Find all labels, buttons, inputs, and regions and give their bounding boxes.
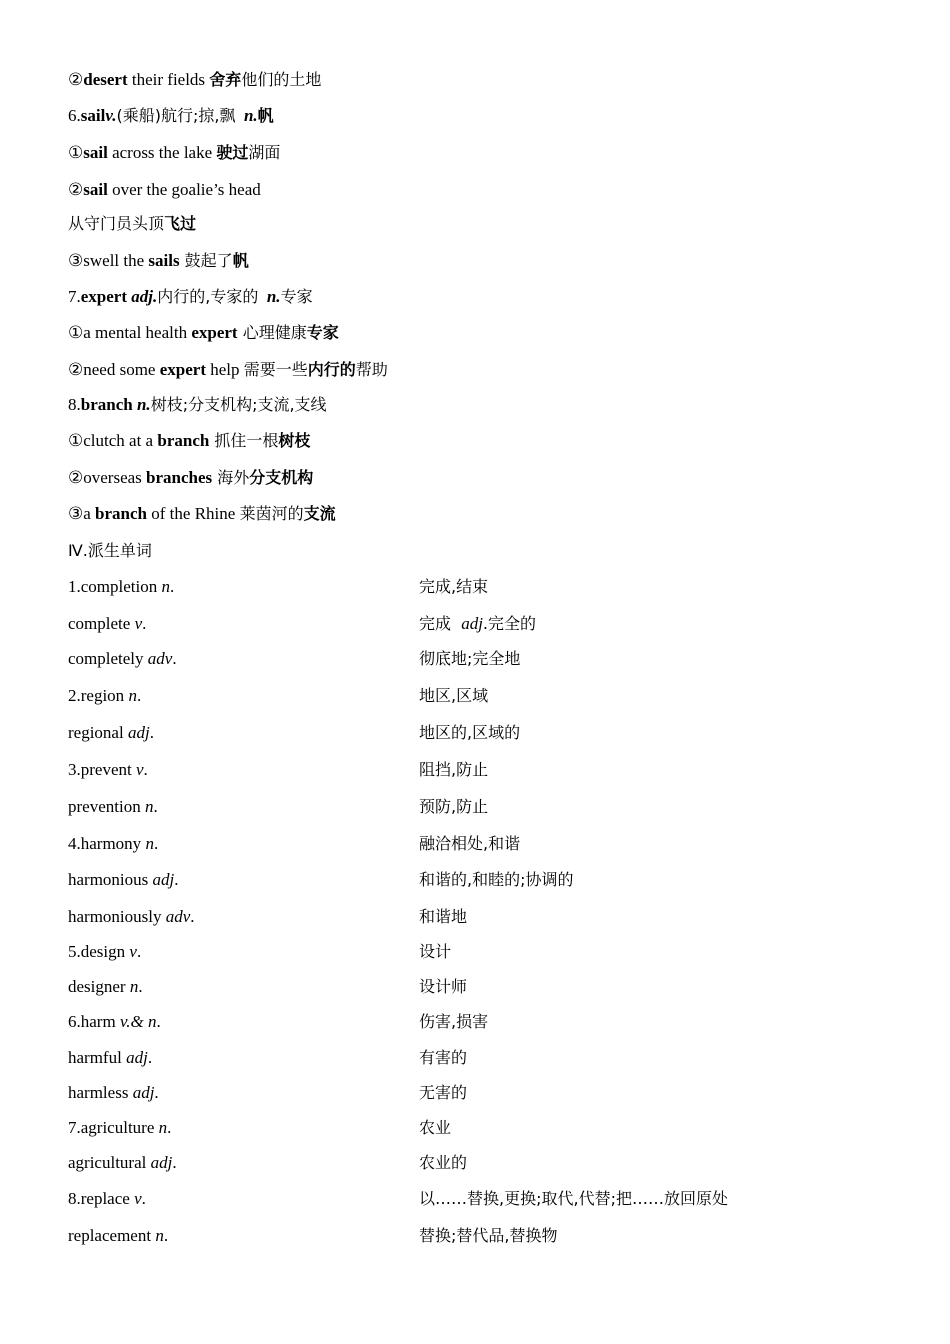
example-swell-sails: [68, 250, 249, 272]
cn-bold: 内行的: [307, 360, 356, 379]
translation: 设计: [419, 942, 452, 961]
phrase: over the goalie’s head: [107, 180, 261, 199]
example-expert-help: [68, 359, 388, 381]
example-overseas-branches: [68, 467, 313, 489]
table-row: [68, 1082, 908, 1104]
cn-bold: 专家: [306, 323, 339, 342]
translation: .完全的: [482, 614, 537, 633]
keyword: sails: [148, 251, 180, 270]
dot: .: [142, 614, 147, 633]
part-of-speech: adj: [126, 1048, 148, 1067]
list-number: ①: [68, 143, 84, 162]
dot: .: [153, 834, 159, 853]
word: 6.harm: [68, 1012, 120, 1031]
cn-text: 心理健康: [237, 323, 307, 342]
word: harmoniously: [68, 907, 166, 926]
table-row: [68, 833, 908, 855]
example-sail-over-translation: [68, 213, 196, 235]
list-number: ①: [68, 323, 84, 342]
translation: 伤害,损害: [419, 1012, 489, 1031]
keyword: branch: [95, 504, 148, 523]
cn-text: 海外: [212, 468, 250, 487]
example-sail-over: [68, 179, 261, 201]
dot: .: [153, 797, 158, 816]
table-row: [68, 613, 908, 635]
dot: .: [136, 942, 142, 961]
dot: .: [136, 686, 142, 705]
word: harmful: [68, 1048, 127, 1067]
part-of-speech: n: [155, 1226, 164, 1245]
word: 8.replace: [68, 1189, 135, 1208]
part-of-speech: n: [145, 834, 154, 853]
definition: 专家: [280, 287, 313, 306]
example-desert-their-fields: [68, 69, 321, 91]
list-number: ②: [68, 70, 84, 89]
table-row: [68, 1011, 908, 1033]
keyword: branches: [146, 468, 213, 487]
table-row: [68, 1225, 908, 1247]
list-number: ①: [68, 431, 84, 450]
translation: 融洽相处,和谐: [419, 834, 521, 853]
table-row: [68, 1188, 908, 1210]
part-of-speech: v.& n: [119, 1012, 157, 1031]
translation: 预防,防止: [419, 797, 489, 816]
cn-bold: 树枝: [278, 431, 311, 450]
table-row: [68, 576, 908, 598]
cn-bold: 飞过: [164, 214, 197, 233]
part-of-speech: adv: [147, 649, 173, 668]
dot: .: [167, 1118, 172, 1137]
word: 5.design: [68, 942, 130, 961]
word: 1.completion: [68, 577, 162, 596]
table-row: [68, 1047, 908, 1069]
keyword: expert: [80, 287, 128, 306]
phrase: help: [206, 360, 244, 379]
phrase: of the Rhine: [147, 504, 240, 523]
dot: .: [156, 1012, 161, 1031]
phrase: a mental health: [83, 323, 192, 342]
dot: .: [143, 760, 148, 779]
definition: 内行的,专家的: [157, 287, 259, 306]
part-of-speech: v: [134, 614, 143, 633]
dot: .: [149, 723, 154, 742]
part-of-speech: n: [158, 1118, 168, 1137]
phrase: clutch at a: [83, 431, 158, 450]
translation: 农业的: [419, 1153, 468, 1172]
part-of-speech: adj.: [131, 287, 158, 306]
part-of-speech: adj: [132, 1083, 155, 1102]
word: prevention: [68, 797, 145, 816]
keyword: expert: [191, 323, 238, 342]
word: regional: [68, 723, 128, 742]
example-clutch-branch: [68, 430, 310, 452]
translation: 设计师: [419, 977, 468, 996]
example-sail-across: [68, 142, 280, 164]
cn-bold: 舍弃: [209, 70, 242, 89]
part-of-speech: adj: [150, 1153, 173, 1172]
word: completely: [68, 649, 148, 668]
phrase: a: [83, 504, 96, 523]
table-row: [68, 685, 908, 707]
cn-text: 湖面: [248, 143, 281, 162]
dot: .: [141, 1189, 146, 1208]
word: complete: [68, 614, 135, 633]
word: 7.agriculture: [68, 1118, 159, 1137]
cn-text: 莱茵河的: [239, 504, 304, 523]
word: designer: [68, 977, 130, 996]
dot: .: [154, 1083, 159, 1102]
definition: 树枝;分支机构;支流,支线: [150, 395, 327, 414]
cn-bold: 驶过: [216, 143, 249, 162]
keyword: branch: [157, 431, 210, 450]
part-of-speech: n: [161, 577, 170, 596]
keyword: desert: [83, 70, 128, 89]
list-number: ③: [68, 504, 84, 523]
cn-text: 抓住一根: [209, 431, 279, 450]
table-row: [68, 906, 908, 928]
table-row: [68, 1152, 908, 1174]
word: harmonious: [68, 870, 153, 889]
cn-text: 从守门员头顶: [68, 214, 165, 233]
table-row: [68, 941, 908, 963]
dot: .: [169, 577, 175, 596]
part-of-speech: adv: [165, 907, 191, 926]
phrase: their fields: [127, 70, 210, 89]
cn-text: 鼓起了: [179, 251, 233, 270]
part-of-speech: v: [135, 760, 144, 779]
entry-expert: [68, 286, 313, 308]
phrase: overseas: [83, 468, 147, 487]
part-of-speech: v.: [105, 106, 117, 125]
part-of-speech: v: [134, 1189, 142, 1208]
translation: 阻挡,防止: [419, 760, 489, 779]
phrase: need some: [83, 360, 160, 379]
keyword: expert: [159, 360, 206, 379]
entry-sail: [68, 105, 274, 127]
part-of-speech: adj: [127, 723, 150, 742]
part-of-speech: n.: [243, 106, 258, 125]
part-of-speech: n: [144, 797, 154, 816]
table-row: [68, 796, 908, 818]
table-row: [68, 1117, 908, 1139]
entry-number: 6.: [68, 106, 81, 125]
dot: .: [190, 907, 195, 926]
definition: 帆: [257, 106, 274, 125]
translation: 和谐地: [419, 907, 468, 926]
translation: 有害的: [419, 1048, 468, 1067]
dot: .: [138, 977, 143, 996]
word: 3.prevent: [68, 760, 136, 779]
section-heading-derived-words: Ⅳ.派生单词: [68, 541, 152, 560]
example-branch-rhine: [68, 503, 336, 525]
entry-branch: [68, 394, 327, 416]
cn-text: 他们的土地: [241, 70, 322, 89]
word: agricultural: [68, 1153, 151, 1172]
cn-text: 需要一些: [243, 360, 308, 379]
keyword: sail: [80, 106, 106, 125]
translation: 地区,区域: [419, 686, 489, 705]
list-number: ②: [68, 468, 84, 487]
keyword: branch: [80, 395, 133, 414]
definition: (乘船)航行;掠,飘: [116, 106, 236, 125]
translation: 农业: [419, 1118, 452, 1137]
dot: .: [163, 1226, 169, 1245]
cn-bold: 分支机构: [249, 468, 314, 487]
part-of-speech: n.: [266, 287, 281, 306]
translation: 以……替换,更换;取代,代替;把……放回原处: [419, 1189, 728, 1208]
keyword: sail: [83, 180, 108, 199]
word: 4.harmony: [68, 834, 146, 853]
table-row: [68, 722, 908, 744]
list-number: ②: [68, 360, 84, 379]
part-of-speech: adj: [152, 870, 175, 889]
dot: .: [147, 1048, 153, 1067]
word: 2.region: [68, 686, 129, 705]
entry-number: 8.: [68, 395, 81, 414]
dot: .: [174, 870, 179, 889]
table-row: [68, 976, 908, 998]
translation: 地区的,区域的: [419, 723, 521, 742]
translation: 完成,结束: [419, 577, 489, 596]
part-of-speech: adj: [461, 614, 483, 633]
cn-bold: 帆: [232, 251, 249, 270]
example-mental-health-expert: [68, 322, 339, 344]
translation: 无害的: [419, 1083, 468, 1102]
part-of-speech: n: [128, 686, 137, 705]
phrase: swell the: [83, 251, 149, 270]
table-row: [68, 869, 908, 891]
dot: .: [172, 1153, 177, 1172]
entry-number: 7.: [68, 287, 81, 306]
keyword: sail: [83, 143, 108, 162]
word: replacement: [68, 1226, 156, 1245]
part-of-speech: v: [129, 942, 137, 961]
phrase: across the lake: [107, 143, 217, 162]
list-number: ②: [68, 180, 84, 199]
translation: 彻底地;完全地: [419, 649, 521, 668]
cn-text: 帮助: [355, 360, 388, 379]
table-row: [68, 648, 908, 670]
translation: 完成: [419, 614, 452, 633]
cn-bold: 支流: [303, 504, 336, 523]
translation: 和谐的,和睦的;协调的: [419, 870, 574, 889]
list-number: ③: [68, 251, 84, 270]
table-row: [68, 759, 908, 781]
part-of-speech: n.: [136, 395, 151, 414]
translation: 替换;替代品,替换物: [419, 1226, 558, 1245]
part-of-speech: n: [129, 977, 139, 996]
dot: .: [172, 649, 177, 668]
word: harmless: [68, 1083, 133, 1102]
